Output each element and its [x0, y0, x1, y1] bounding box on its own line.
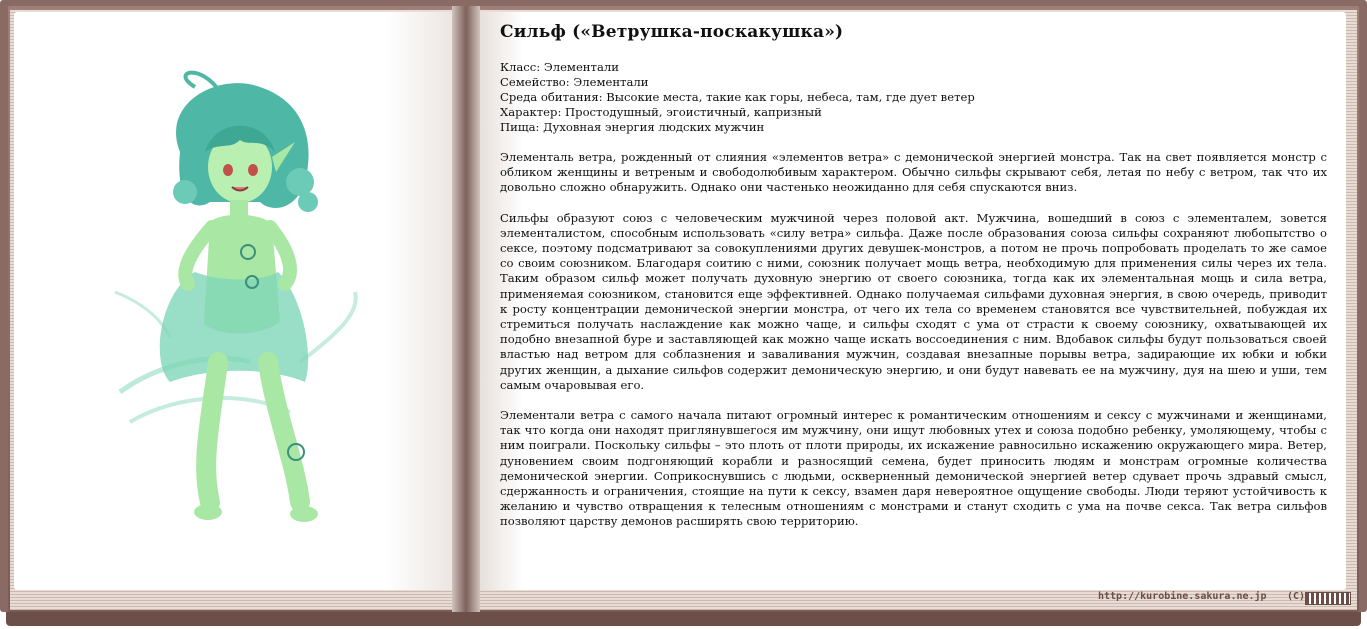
- bestiary-entry: [500, 22, 1327, 582]
- footer-url-link[interactable]: http://kurobine.sakura.ne.jp: [1098, 591, 1267, 602]
- paragraph-origin: Элементаль ветра, рожденный от слияния «элементов ветра» с демонической энергией монстра. Так на свет появляется монстр с обликом женщины и ветреным и свободолюбивым характером. Обычно сильфы скрывают себя, летая по небу с ветром, так что их довольно сложно обнаружить. Однако они частенько неожиданно для себя спускаются вниз.: [500, 150, 1327, 195]
- paragraph-interest-intro: Элементали ветра с самого начала питают огромный интерес к романтическим отношениям и сексу с мужчинами и женщинами, так что когда они находят приглянувшегося им мужчину, они ищут любовных утех и союза подобно ребенку, умоляющему, чтобы с ним поиграли.: [500, 408, 1327, 453]
- sylph-illustration: [100, 62, 370, 532]
- info-family: Семейство: Элементали: [500, 75, 649, 89]
- info-habitat: Среда обитания: Высокие места, такие как горы, небеса, там, где дует ветер: [500, 90, 975, 104]
- paragraph-union: Сильфы образуют союз с человеческим мужчиной через половой акт. Мужчина, вошедший в союз с элементалем, зовется элементалистом, способным использовать «силу ветра» сильфа. Даже после образования союза сильфы сохраняют любопытство о сексе, поэтому подсматривают за совокуплениями других девушек-монстров, а потом не прочь попробовать проделать то же самое со своим союзником. Благодаря соитию с ними, союзник получает мощь ветра, необходимую для применения силы через их тела. Таким образом сильф может получать духовную энергию от своего союзника, тогда как их элементальная мощь и сила ветра, применяемая союзником, становится еще эффективней. Однако получаемая сильфами духовная энергия, в свою очередь, приводит к росту концентрации демонической энергии монстра, от чего их тела со временем становятся все чувствительней, побуждая их стремиться получать наслаждение как можно чаще, и сильфы сходят с ума от страсти к своему союзнику, охватывающей их подобно внезапной буре и заставляющей как можно чаще искать воссоединения с ним. Вдобавок сильфы будут пользоваться своей властью над ветром для соблазнения и заваливания мужчин, создавая внезапные порывы ветра, задирающие их юбки и юбки других женщин, а дыхание сильфов содержит демоническую энергию, и они будут навевать ее на мужчину, дуя на шею и уши, тем самым очаровывая его.: [500, 210, 1327, 392]
- footer-copyright: (C): [1287, 591, 1306, 602]
- book-spine: [452, 6, 480, 612]
- entry-info: [500, 60, 1327, 135]
- info-character: Характер: Простодушный, эгоистичный, капризный: [500, 105, 822, 119]
- info-food: Пища: Духовная энергия людских мужчин: [500, 120, 765, 134]
- paragraph-interest-body: Поскольку сильфы – это плоть от плоти природы, их искажение равносильно искажению окружающего мира. Ветер, дуновением своим подгоняющий корабли и разносящий семена, будет приносить людям и монстрам огромные количества демонической энергии. Соприкоснувшись с людьми, оскверненный демонической энергией ветер сдувает прочь здравый смысл, сдержанность и ограничения, стоящие на пути к сексу, взамен даря невероятное ощущение свободы. Люди теряют устойчивость к желанию и чувство отвращения к телесным отношениям с монстрами и станут сходить с ума на почве секса. Так ветра сильфов позволяют царству демонов расширять свою территорию.: [500, 438, 1327, 529]
- footer-logo-icon: [1305, 592, 1351, 605]
- info-class: Класс: Элементали: [500, 60, 619, 74]
- paragraph-interest: [500, 408, 1327, 530]
- entry-title: Сильф («Ветрушка-поскакушка»): [500, 22, 844, 42]
